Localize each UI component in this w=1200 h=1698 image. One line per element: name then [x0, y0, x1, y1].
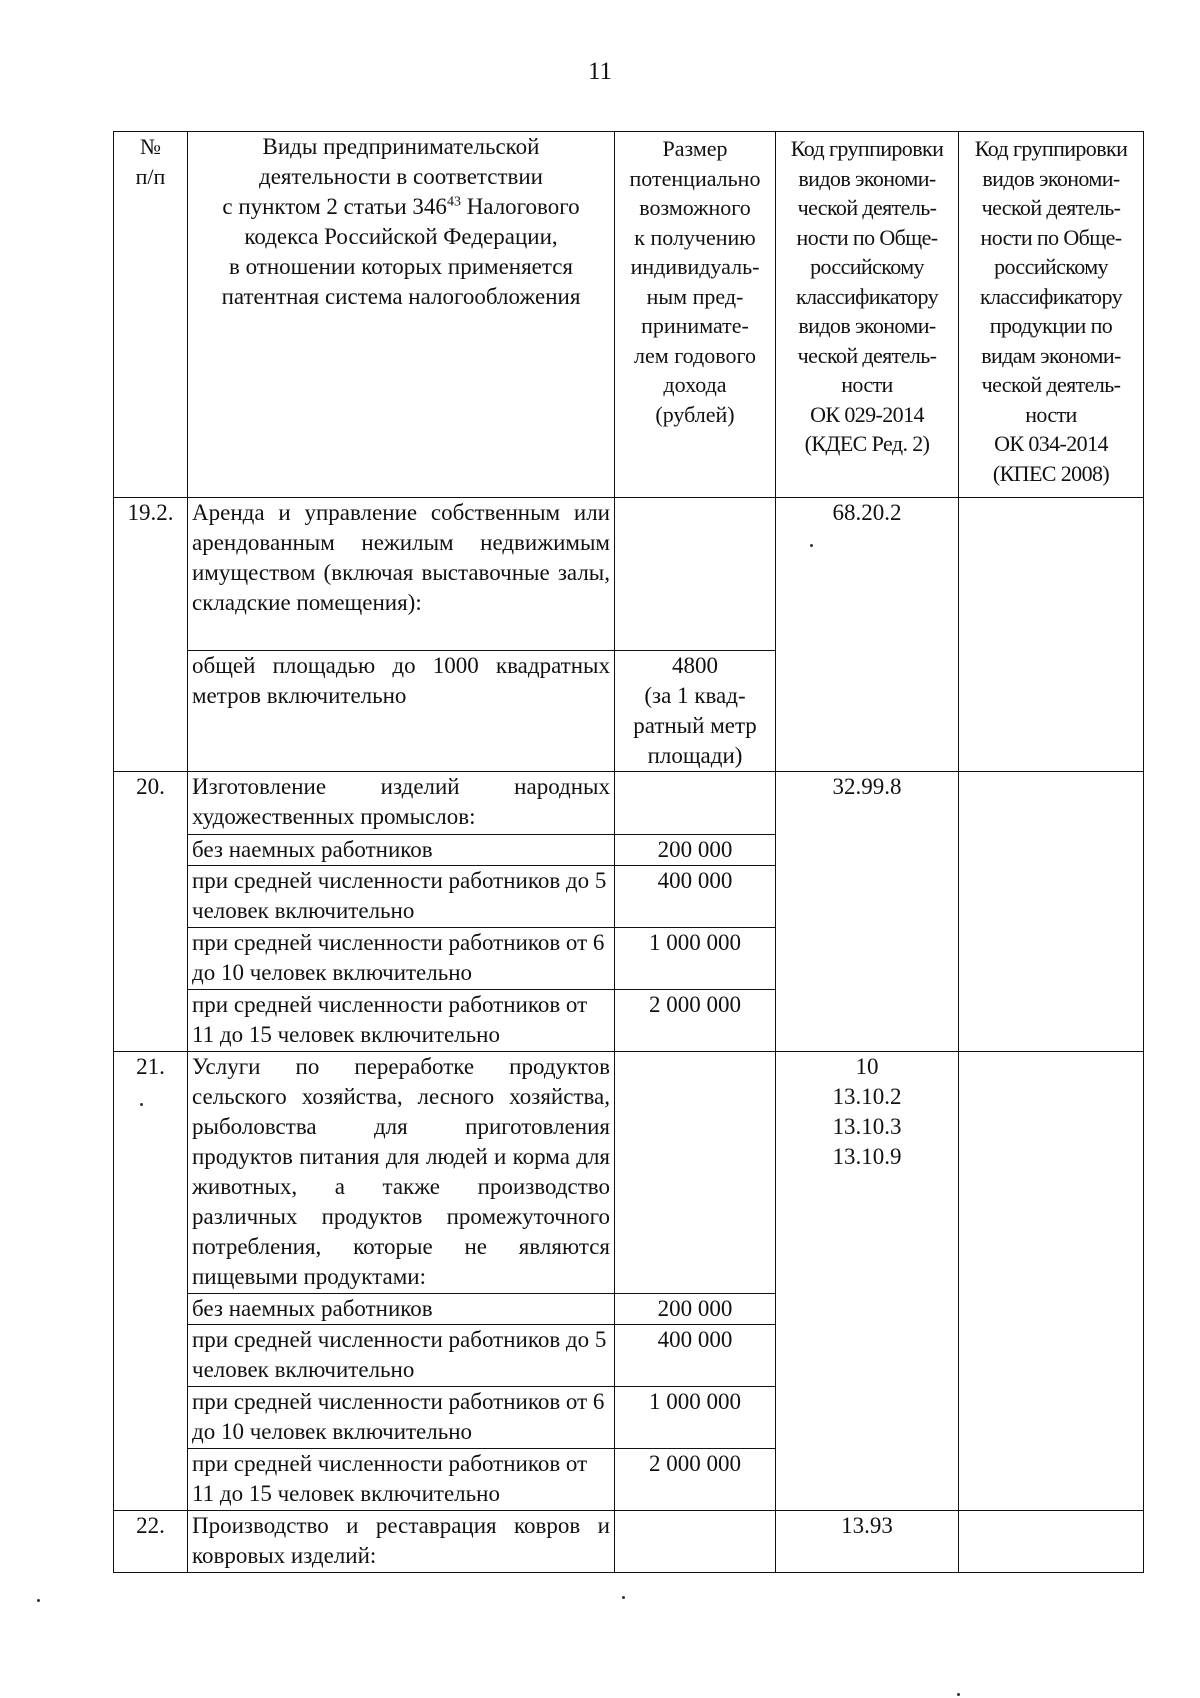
activity-subcell: без наемных работников — [188, 1294, 615, 1325]
okved-cell: 13.93 — [776, 1511, 959, 1573]
income-cell: 2 000 000 — [615, 1449, 776, 1511]
scan-speck — [957, 1693, 960, 1696]
income-cell: 2 000 000 — [615, 990, 776, 1052]
income-cell — [615, 1511, 776, 1573]
header-activity: Виды предпринимательской деятельности в соответствии с пунктом 2 статьи $346^{43}$ Налогового кодекса Российской Федерации, в отношении которых применяется патентная система налогообложения — [188, 132, 615, 498]
okved-cell: 68.20.2 — [776, 498, 959, 772]
income-cell: 400 000 — [615, 866, 776, 928]
activity-cell: Аренда и управление собственным или арендованным нежилым недвижимым имуществом (включая выставочные залы, складские помещения): — [188, 498, 615, 651]
header-okved: Код группировки видов экономи- ческой деятель- ности по Обще- российскому классификатору видов экономи- ческой деятель- ности ОК 029-2014 (КДЕС Ред. 2) — [776, 132, 959, 498]
okpd-cell — [959, 772, 1144, 1052]
okved-cell: 10 13.10.2 13.10.3 13.10.9 — [776, 1052, 959, 1511]
table-header-row — [114, 132, 1144, 498]
activity-subcell: без наемных работников — [188, 835, 615, 866]
activity-cell: Производство и реставрация ковров и ковровых изделий: — [188, 1511, 615, 1573]
income-cell: 1 000 000 — [615, 928, 776, 990]
income-cell — [615, 1052, 776, 1294]
row-number: 20. — [114, 772, 188, 1052]
scan-speck — [810, 544, 813, 547]
header-num: № п/п — [114, 132, 188, 498]
activity-subcell: общей площадью до 1000 квадратных метров включительно — [188, 651, 615, 772]
activity-subcell: при средней численности работников от 6 до 10 человек включительно — [188, 928, 615, 990]
scan-speck — [622, 1596, 625, 1599]
patent-activity-table — [113, 131, 1144, 1573]
table-row — [114, 498, 1144, 651]
activity-subcell: при средней численности работников от 11 до 15 человек включительно — [188, 1449, 615, 1511]
okpd-cell — [959, 1052, 1144, 1511]
page-number: 11 — [587, 58, 613, 85]
income-cell: 200 000 — [615, 835, 776, 866]
row-number: 21. — [114, 1052, 188, 1511]
okpd-cell — [959, 1511, 1144, 1573]
activity-cell: Услуги по переработке продуктов сельского хозяйства, лесного хозяйства, рыболовства для приготовления продуктов питания для людей и корма для животных, а также производство различных продуктов промежуточного потребления, которые не являются пищевыми продуктами: — [188, 1052, 615, 1294]
activity-subcell: при средней численности работников до 5 человек включительно — [188, 1325, 615, 1387]
scan-speck — [140, 1103, 143, 1106]
row-number: 22. — [114, 1511, 188, 1573]
okved-cell: 32.99.8 — [776, 772, 959, 1052]
table-row — [114, 772, 1144, 835]
income-cell — [615, 498, 776, 651]
row-number: 19.2. — [114, 498, 188, 772]
income-cell — [615, 772, 776, 835]
activity-subcell: при средней численности работников до 5 человек включительно — [188, 866, 615, 928]
income-cell: 1 000 000 — [615, 1387, 776, 1449]
header-okpd: Код группировки видов экономи- ческой деятель- ности по Обще- российскому классификатору продукции по видам экономи- ческой деятель- ности ОК 034-2014 (КПЕС 2008) — [959, 132, 1144, 498]
table-row — [114, 1052, 1144, 1294]
table-row — [114, 1511, 1144, 1573]
income-cell: 400 000 — [615, 1325, 776, 1387]
header-income: Размер потенциально возможного к получению индивидуаль- ным пред- принимате- лем годового дохода (рублей) — [615, 132, 776, 498]
scan-speck — [37, 1599, 40, 1602]
okpd-cell — [959, 498, 1144, 772]
income-cell: 200 000 — [615, 1294, 776, 1325]
activity-cell: Изготовление изделий народных художественных промыслов: — [188, 772, 615, 835]
activity-subcell: при средней численности работников от 6 до 10 человек включительно — [188, 1387, 615, 1449]
income-cell: 4800 (за 1 квад- ратный метр площади) — [615, 651, 776, 772]
activity-subcell: при средней численности работников от 11 до 15 человек включительно — [188, 990, 615, 1052]
